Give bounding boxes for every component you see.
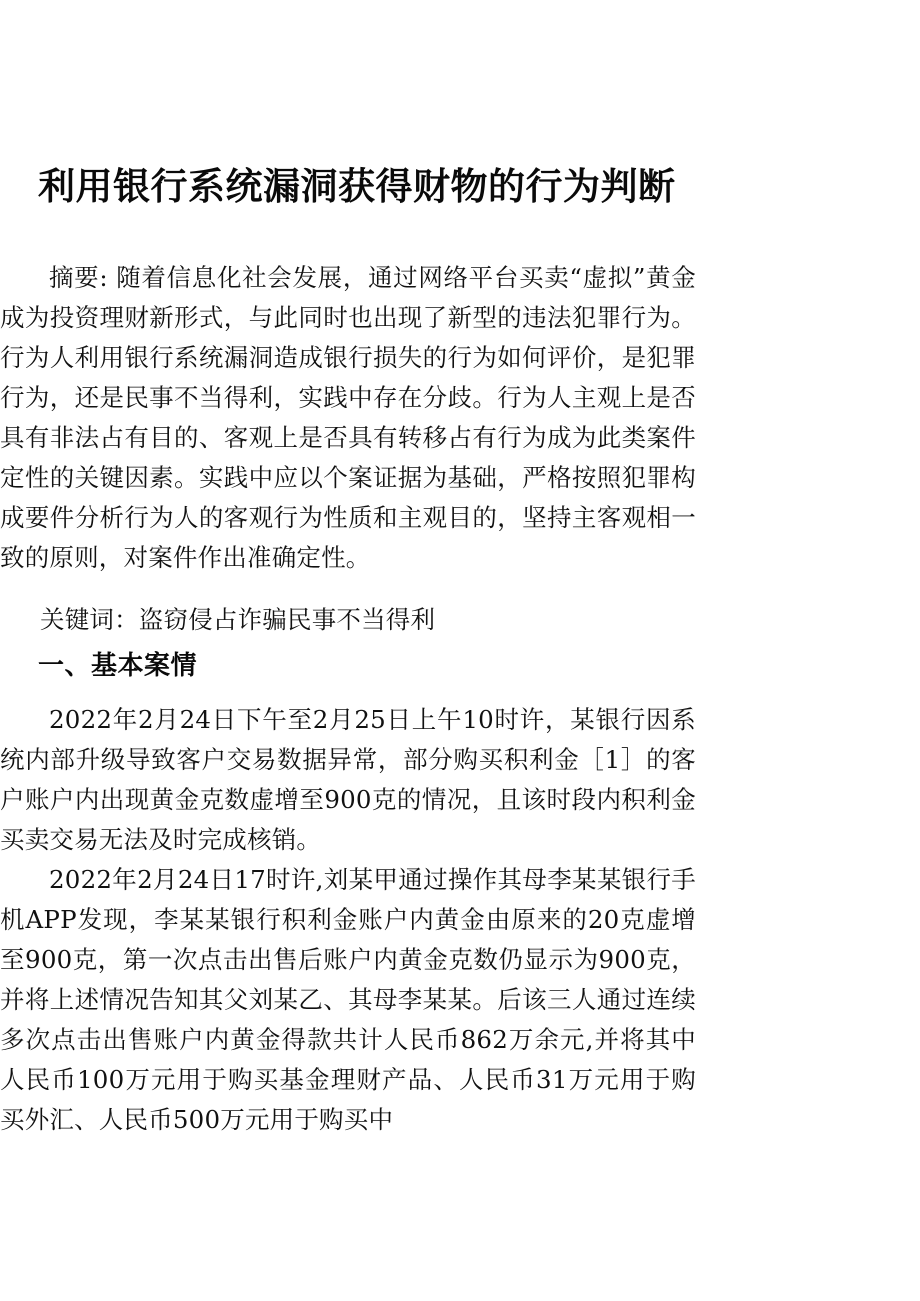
abstract-paragraph: 摘要: 随着信息化社会发展，通过网络平台买卖“虚拟”黄金成为投资理财新形式，与此同时也出现了新型的违法犯罪行为。行为人利用银行系统漏洞造成银行损失的行为如何评价，是犯罪行为，还是民事不当得利，实践中存在分歧。行为人主观上是否具有非法占有目的、客观上是否具有转移占有行为成为此类案件定性的关键因素。实践中应以个案证据为基础，严格按照犯罪构成要件分析行为人的客观行为性质和主观目的，坚持主客观相一致的原则，对案件作出准确定性。 xyxy=(0,263,696,572)
keywords-line: 关键词：盗窃侵占诈骗民事不当得利 xyxy=(40,605,436,634)
page-title: 利用银行系统漏洞获得财物的行为判断 xyxy=(38,166,676,207)
section-heading-basic-facts: 一、基本案情 xyxy=(38,650,198,680)
body-paragraph: 2022年2月24日17时许,刘某甲通过操作其母李某某银行手机APP发现，李某某银行积利金账户内黄金由原来的20克虚增至900克，第一次点击出售后账户内黄金克数仍显示为900克，并将上述情况告知其父刘某乙、其母李某某。后该三人通过连续多次点击出售账户内黄金得款共计人民币862万余元,并将其中人民币100万元用于购买基金理财产品、人民币31万元用于购买外汇、人民币500万元用于购买中 xyxy=(0,865,696,1134)
body-paragraph: 2022年2月24日下午至2月25日上午10时许，某银行因系统内部升级导致客户交易数据异常，部分购买积利金［1］的客户账户内出现黄金克数虚增至900克的情况，且该时段内积利金买卖交易无法及时完成核销。 xyxy=(0,705,696,854)
